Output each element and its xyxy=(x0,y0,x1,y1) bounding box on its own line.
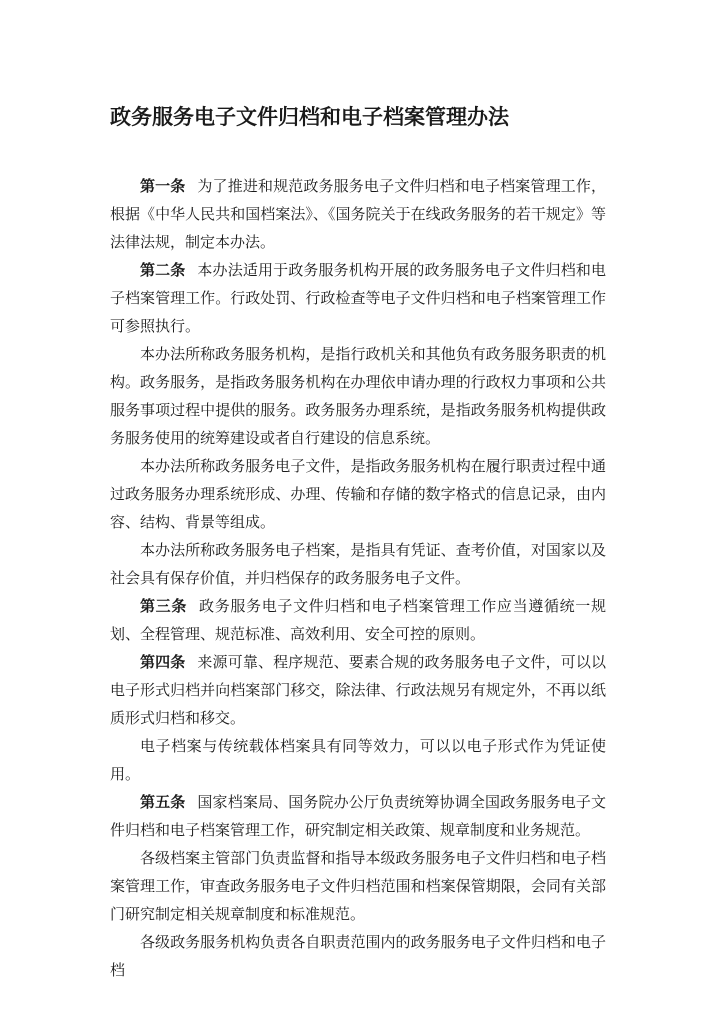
paragraph-article-1 xyxy=(110,172,606,256)
article-number: 第五条 xyxy=(140,793,186,811)
paragraph-text: 政务服务电子文件归档和电子档案管理工作应当遵循统一规划、全程管理、规范标准、高效利用、安全可控的原则。 xyxy=(110,597,606,643)
paragraph-text: 各级政务服务机构负责各自职责范围内的政务服务电子文件归档和电子档 xyxy=(110,933,606,979)
paragraph-text: 本办法所称政务服务电子档案，是指具有凭证、查考价值，对国家以及社会具有保存价值，并归档保存的政务服务电子文件。 xyxy=(110,541,606,587)
paragraph-text: 本办法所称政务服务机构，是指行政机关和其他负有政务服务职责的机构。政务服务，是指政务服务机构在办理依申请办理的行政权力事项和公共服务事项过程中提供的服务。政务服务办理系统，是指政务服务机构提供政务服务使用的统筹建设或者自行建设的信息系统。 xyxy=(110,345,606,447)
paragraph-article-5 xyxy=(110,788,606,844)
paragraph-text: 为了推进和规范政务服务电子文件归档和电子档案管理工作，根据《中华人民共和国档案法》、《国务院关于在线政务服务的若干规定》等法律法规，制定本办法。 xyxy=(110,177,606,251)
paragraph-text: 本办法所称政务服务电子文件，是指政务服务机构在履行职责过程中通过政务服务办理系统形成、办理、传输和存储的数字格式的信息记录，由内容、结构、背景等组成。 xyxy=(110,457,606,531)
paragraph xyxy=(110,844,606,928)
paragraph-text: 电子档案与传统载体档案具有同等效力，可以以电子形式作为凭证使用。 xyxy=(110,737,606,783)
paragraph-text: 各级档案主管部门负责监督和指导本级政务服务电子文件归档和电子档案管理工作，审查政务服务电子文件归档范围和档案保管期限，会同有关部门研究制定相关规章制度和标准规范。 xyxy=(110,849,606,923)
article-number: 第一条 xyxy=(140,177,186,195)
paragraph xyxy=(110,536,606,592)
paragraph xyxy=(110,928,606,984)
paragraph xyxy=(110,732,606,788)
article-number: 第三条 xyxy=(140,597,188,615)
paragraph-text: 来源可靠、程序规范、要素合规的政务服务电子文件，可以以电子形式归档并向档案部门移交，除法律、行政法规另有规定外，不再以纸质形式归档和移交。 xyxy=(110,653,606,727)
paragraph xyxy=(110,452,606,536)
paragraph xyxy=(110,340,606,452)
document-title: 政务服务电子文件归档和电子档案管理办法 xyxy=(110,105,509,129)
paragraph-text: 本办法适用于政务服务机构开展的政务服务电子文件归档和电子档案管理工作。行政处罚、行政检查等电子文件归档和电子档案管理工作可参照执行。 xyxy=(110,261,606,335)
paragraph-article-3 xyxy=(110,592,606,648)
paragraph-text: 国家档案局、国务院办公厅负责统筹协调全国政务服务电子文件归档和电子档案管理工作，研究制定相关政策、规章制度和业务规范。 xyxy=(110,793,606,839)
paragraph-article-4 xyxy=(110,648,606,732)
article-number: 第二条 xyxy=(140,261,186,279)
article-number: 第四条 xyxy=(140,653,186,671)
document-body xyxy=(110,172,606,984)
paragraph-article-2 xyxy=(110,256,606,340)
